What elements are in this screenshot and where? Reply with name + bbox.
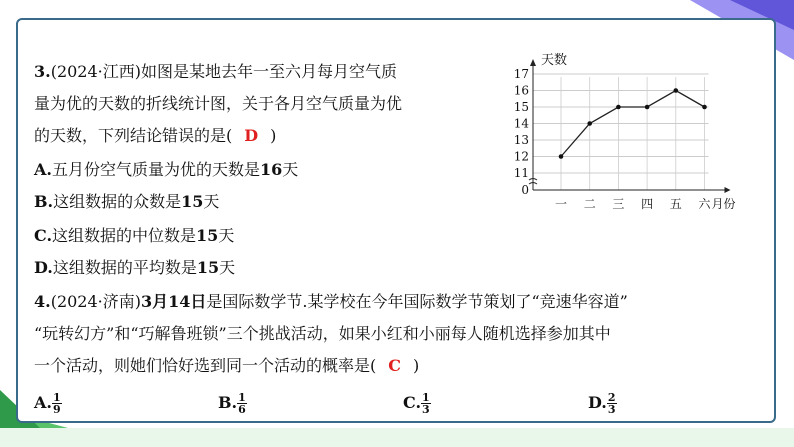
x-tick-label: 六	[698, 197, 711, 211]
line-chart	[505, 50, 770, 220]
data-point	[616, 105, 621, 110]
y-tick-label: 13	[513, 133, 529, 147]
y-tick-label: 12	[513, 149, 529, 164]
q3-line-3: 的天数，下列结论错误的是( D )	[34, 126, 277, 145]
y-tick-label: 0	[521, 183, 529, 197]
q4-option-b: B. $\frac{1}{6}$	[218, 391, 246, 416]
fraction: $\frac{2}{3}$	[607, 391, 616, 416]
q3-line-1: 3.(2024·江西)如图是某地去年一至六月每月空气质	[34, 62, 398, 81]
q3-option-d: D.这组数据的平均数是15天	[34, 258, 236, 277]
data-point	[674, 88, 679, 93]
x-tick-label: 三	[612, 197, 625, 211]
x-tick-label: 二	[583, 197, 596, 211]
y-axis-arrow	[530, 59, 536, 66]
x-tick-label: 五	[669, 197, 682, 211]
y-tick-label: 16	[513, 83, 529, 98]
q4-line-1: 4.(2024·济南)3月14日是国际数学节.某学校在今年国际数学节策划了“竞速华容道”	[34, 292, 628, 311]
q4-line-2: “玩转幻方”和“巧解鲁班锁”三个挑战活动，如果小红和小丽每人随机选择参加其中	[34, 324, 611, 343]
y-tick-label: 14	[513, 116, 529, 131]
data-point	[702, 105, 707, 110]
q3-answer: D	[244, 126, 259, 145]
y-tick-label: 17	[513, 67, 529, 81]
q4-line-3: 一个活动，则她们恰好选到同一个活动的概率是( C )	[34, 356, 420, 375]
y-tick-label: 15	[513, 100, 529, 114]
q3-source: (2024·江西)	[50, 62, 141, 81]
q3-option-c: C.这组数据的中位数是15天	[34, 226, 235, 245]
q3-number: 3.	[34, 62, 51, 81]
q4-option-c: C. $\frac{1}{3}$	[403, 391, 430, 416]
q3-line-2: 量为优的天数的折线统计图，关于各月空气质量为优	[34, 94, 403, 113]
x-tick-label: 四	[641, 197, 654, 211]
data-point	[587, 121, 592, 126]
fraction: $\frac{1}{9}$	[52, 391, 61, 416]
x-axis-arrow	[725, 187, 731, 193]
y-axis-label: 天数	[541, 53, 568, 68]
q4-answer: C	[388, 356, 401, 375]
x-axis-suffix: 月份	[711, 197, 736, 211]
q4-number: 4.	[34, 292, 51, 311]
q4-option-d: D. $\frac{2}{3}$	[588, 391, 616, 416]
data-point	[645, 105, 650, 110]
q3-option-a: A.五月份空气质量为优的天数是16天	[34, 160, 299, 179]
q4-source: (2024·济南)	[50, 292, 141, 311]
data-point	[559, 154, 564, 159]
q4-option-a: A. $\frac{1}{9}$	[34, 391, 61, 416]
fraction: $\frac{1}{6}$	[238, 391, 246, 416]
fraction: $\frac{1}{3}$	[422, 391, 430, 416]
q3-option-b: B.这组数据的众数是15天	[34, 192, 220, 211]
y-tick-label: 11	[513, 166, 529, 180]
x-tick-label: 一	[554, 197, 568, 211]
